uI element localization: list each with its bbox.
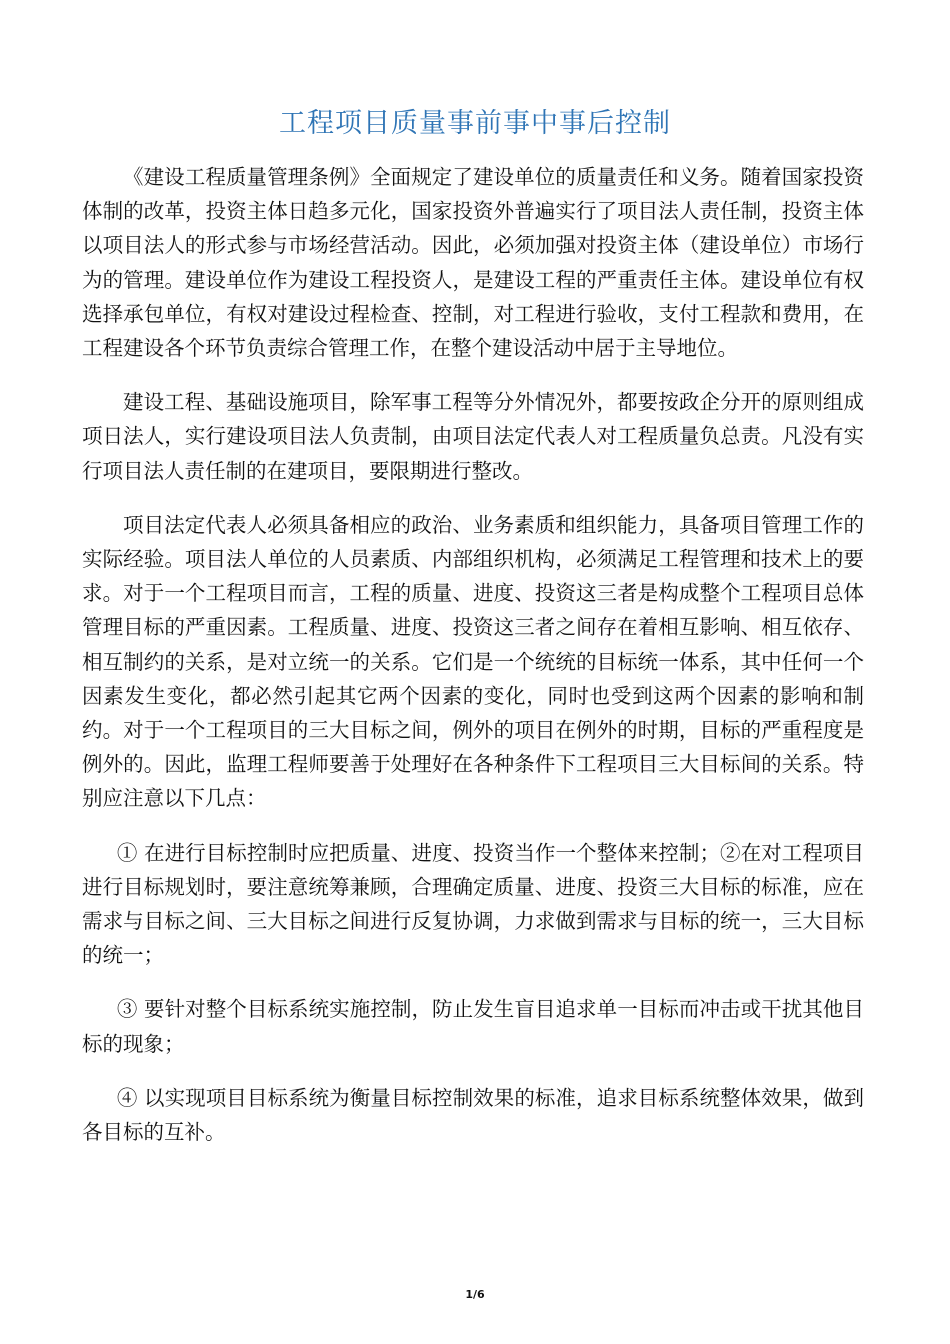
paragraph-point-3: ③ 要针对整个目标系统实施控制，防止发生盲目追求单一目标而冲击或干扰其他目标的现象； xyxy=(82,997,864,1056)
document-body xyxy=(82,160,864,1169)
paragraph-1: 《建设工程质量管理条例》全面规定了建设单位的质量责任和义务。随着国家投资体制的改革，投资主体日趋多元化，国家投资外普遍实行了项目法人责任制，投资主体以项目法人的形式参与市场经营活动。因此，必须加强对投资主体（建设单位）市场行为的管理。建设单位作为建设工程投资人，是建设工程的严重责任主体。建设单位有权选择承包单位，有权对建设过程检查、控制，对工程进行验收，支付工程款和费用，在工程建设各个环节负责综合管理工作，在整个建设活动中居于主导地位。 xyxy=(82,165,864,361)
page-number: 1/6 xyxy=(465,1288,485,1301)
document-title: 工程项目质量事前事中事后控制 xyxy=(279,108,671,139)
paragraph-2: 建设工程、基础设施项目，除军事工程等分外情况外，都要按政企分开的原则组成项日法人，实行建设项目法人负责制，由项目法定代表人对工程质量负总责。凡没有实行项目法人责任制的在建项目，要限期进行整改。 xyxy=(82,390,864,483)
paragraph-point-1-2: ① 在进行目标控制时应把质量、进度、投资当作一个整体来控制；②在对工程项目进行目标规划时，要注意统筹兼顾，合理确定质量、进度、投资三大目标的标准，应在需求与目标之间、三大目标之间进行反复协调，力求做到需求与目标的统一，三大目标的统一； xyxy=(82,840,864,968)
paragraph-point-4: ④ 以实现项目目标系统为衡量目标控制效果的标准，追求目标系统整体效果，做到各目标的互补。 xyxy=(82,1085,864,1145)
paragraph-3: 项目法定代表人必须具备相应的政治、业务素质和组织能力，具备项目管理工作的实际经验。项目法人单位的人员素质、内部组织机构，必须满足工程管理和技术上的要求。对于一个工程项目而言，工程的质量、进度、投资这三者是构成整个工程项目总体管理目标的严重因素。工程质量、进度、投资这三者之间存在着相互影响、相互依存、相互制约的关系，是对立统一的关系。它们是一个统统的目标统一体系，其中任何一个因素发生变化，都必然引起其它两个因素的变化，同时也受到这两个因素的影响和制约。对于一个工程项目的三大目标之间，例外的项目在例外的时期，目标的严重程度是例外的。因此，监理工程师要善于处理好在各种条件下工程项目三大目标间的关系。特别应注意以下几点： xyxy=(82,512,864,811)
